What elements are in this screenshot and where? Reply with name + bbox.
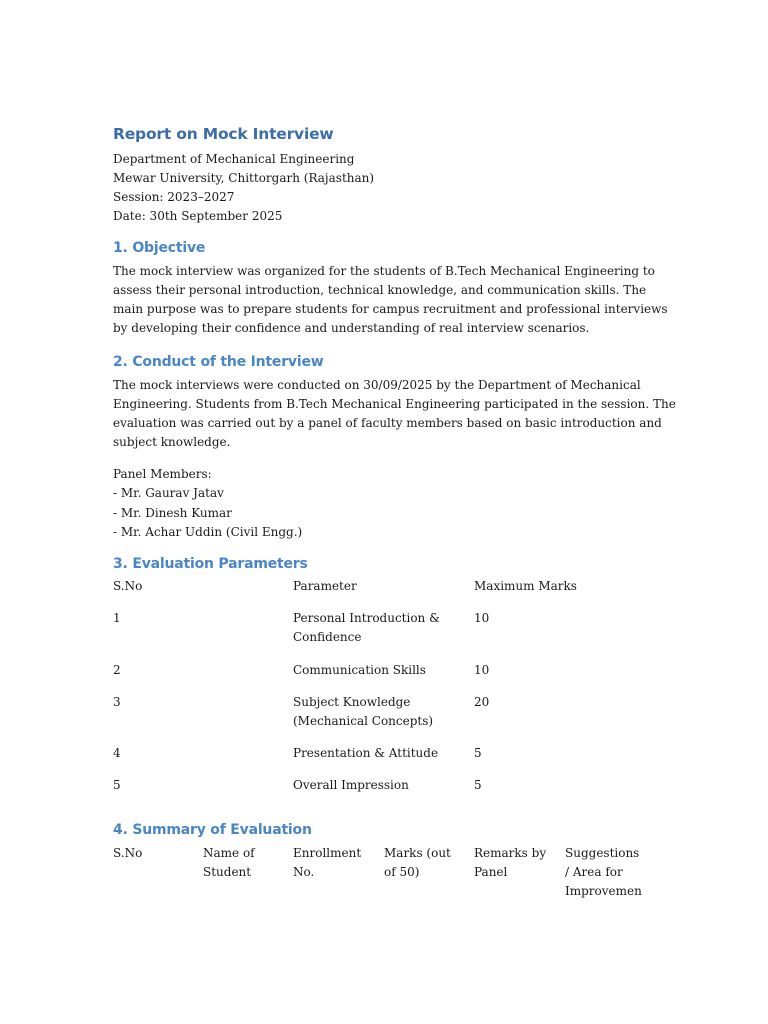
conduct-paragraph [113,376,676,452]
report-title: Report on Mock Interview [113,125,334,143]
paragraph-line: subject knowledge. [113,435,231,449]
table-cell-marks: 10 [474,663,490,677]
date-line: Date: 30th September 2025 [113,209,283,223]
header-line: S.No [113,846,143,860]
table-cell-marks: 10 [474,611,490,625]
paragraph-line: assess their personal introduction, technical knowledge, and communication skills. The [113,283,647,297]
table-cell-parameter: Overall Impression [293,778,409,792]
panel-members [113,465,302,542]
department-line: Department of Mechanical Engineering [113,152,355,166]
header-line: Marks (out [384,846,451,860]
table-cell-sno: 3 [113,695,121,709]
table-header-max-marks: Maximum Marks [474,579,577,593]
header-line: Improvemen [565,884,642,898]
summary-header-suggestions [565,844,642,901]
panel-member: - Mr. Gaurav Jatav [113,486,224,501]
table-cell-marks: 20 [474,695,490,709]
header-line: Panel [474,865,508,879]
session-line: Session: 2023–2027 [113,190,235,204]
header-line: Enrollment [293,846,362,860]
parameter-line: Personal Introduction & [293,611,440,625]
summary-heading: 4. Summary of Evaluation [113,822,312,838]
parameter-line: (Mechanical Concepts) [293,714,434,728]
header-line: Suggestions [565,846,640,860]
header-line: Student [203,865,252,879]
parameter-line: Confidence [293,630,362,644]
table-cell-parameter [293,609,440,647]
summary-header-remarks [474,844,546,882]
header-line: of 50) [384,865,420,879]
paragraph-line: The mock interview was organized for the students of B.Tech Mechanical Engineering to [113,264,655,278]
conduct-heading: 2. Conduct of the Interview [113,354,324,370]
objective-paragraph [113,262,668,338]
panel-label: Panel Members: [113,467,212,481]
objective-heading: 1. Objective [113,240,206,256]
parameter-line: Subject Knowledge [293,695,411,709]
summary-header-sno [113,844,142,863]
table-cell-parameter: Presentation & Attitude [293,746,439,760]
report-meta [113,150,374,226]
table-cell-parameter: Communication Skills [293,663,426,677]
evaluation-heading: 3. Evaluation Parameters [113,556,308,572]
paragraph-line: Engineering. Students from B.Tech Mechanical Engineering participated in the session. The [113,397,676,411]
paragraph-line: evaluation was carried out by a panel of faculty members based on basic introduction and [113,416,662,430]
table-cell-marks: 5 [474,778,482,792]
table-cell-parameter [293,693,433,731]
paragraph-line: main purpose was to prepare students for campus recruitment and professional interviews [113,302,668,316]
summary-header-marks [384,844,451,882]
table-cell-sno: 5 [113,778,121,792]
table-cell-sno: 1 [113,611,121,625]
table-cell-sno: 2 [113,663,121,677]
table-header-parameter: Parameter [293,579,357,593]
table-cell-sno: 4 [113,746,121,760]
paragraph-line: by developing their confidence and understanding of real interview scenarios. [113,321,590,335]
summary-header-student-name [203,844,255,882]
header-line: / Area for [565,865,623,879]
table-cell-marks: 5 [474,746,482,760]
header-line: Name of [203,846,255,860]
panel-member: - Mr. Dinesh Kumar [113,505,232,520]
summary-header-enrollment [293,844,361,882]
header-line: No. [293,865,315,879]
paragraph-line: The mock interviews were conducted on 30/09/2025 by the Department of Mechanical [113,378,641,392]
header-line: Remarks by [474,846,547,860]
table-header-sno: S.No [113,579,143,593]
university-line: Mewar University, Chittorgarh (Rajasthan) [113,171,375,185]
panel-member: - Mr. Achar Uddin (Civil Engg.) [113,524,303,539]
